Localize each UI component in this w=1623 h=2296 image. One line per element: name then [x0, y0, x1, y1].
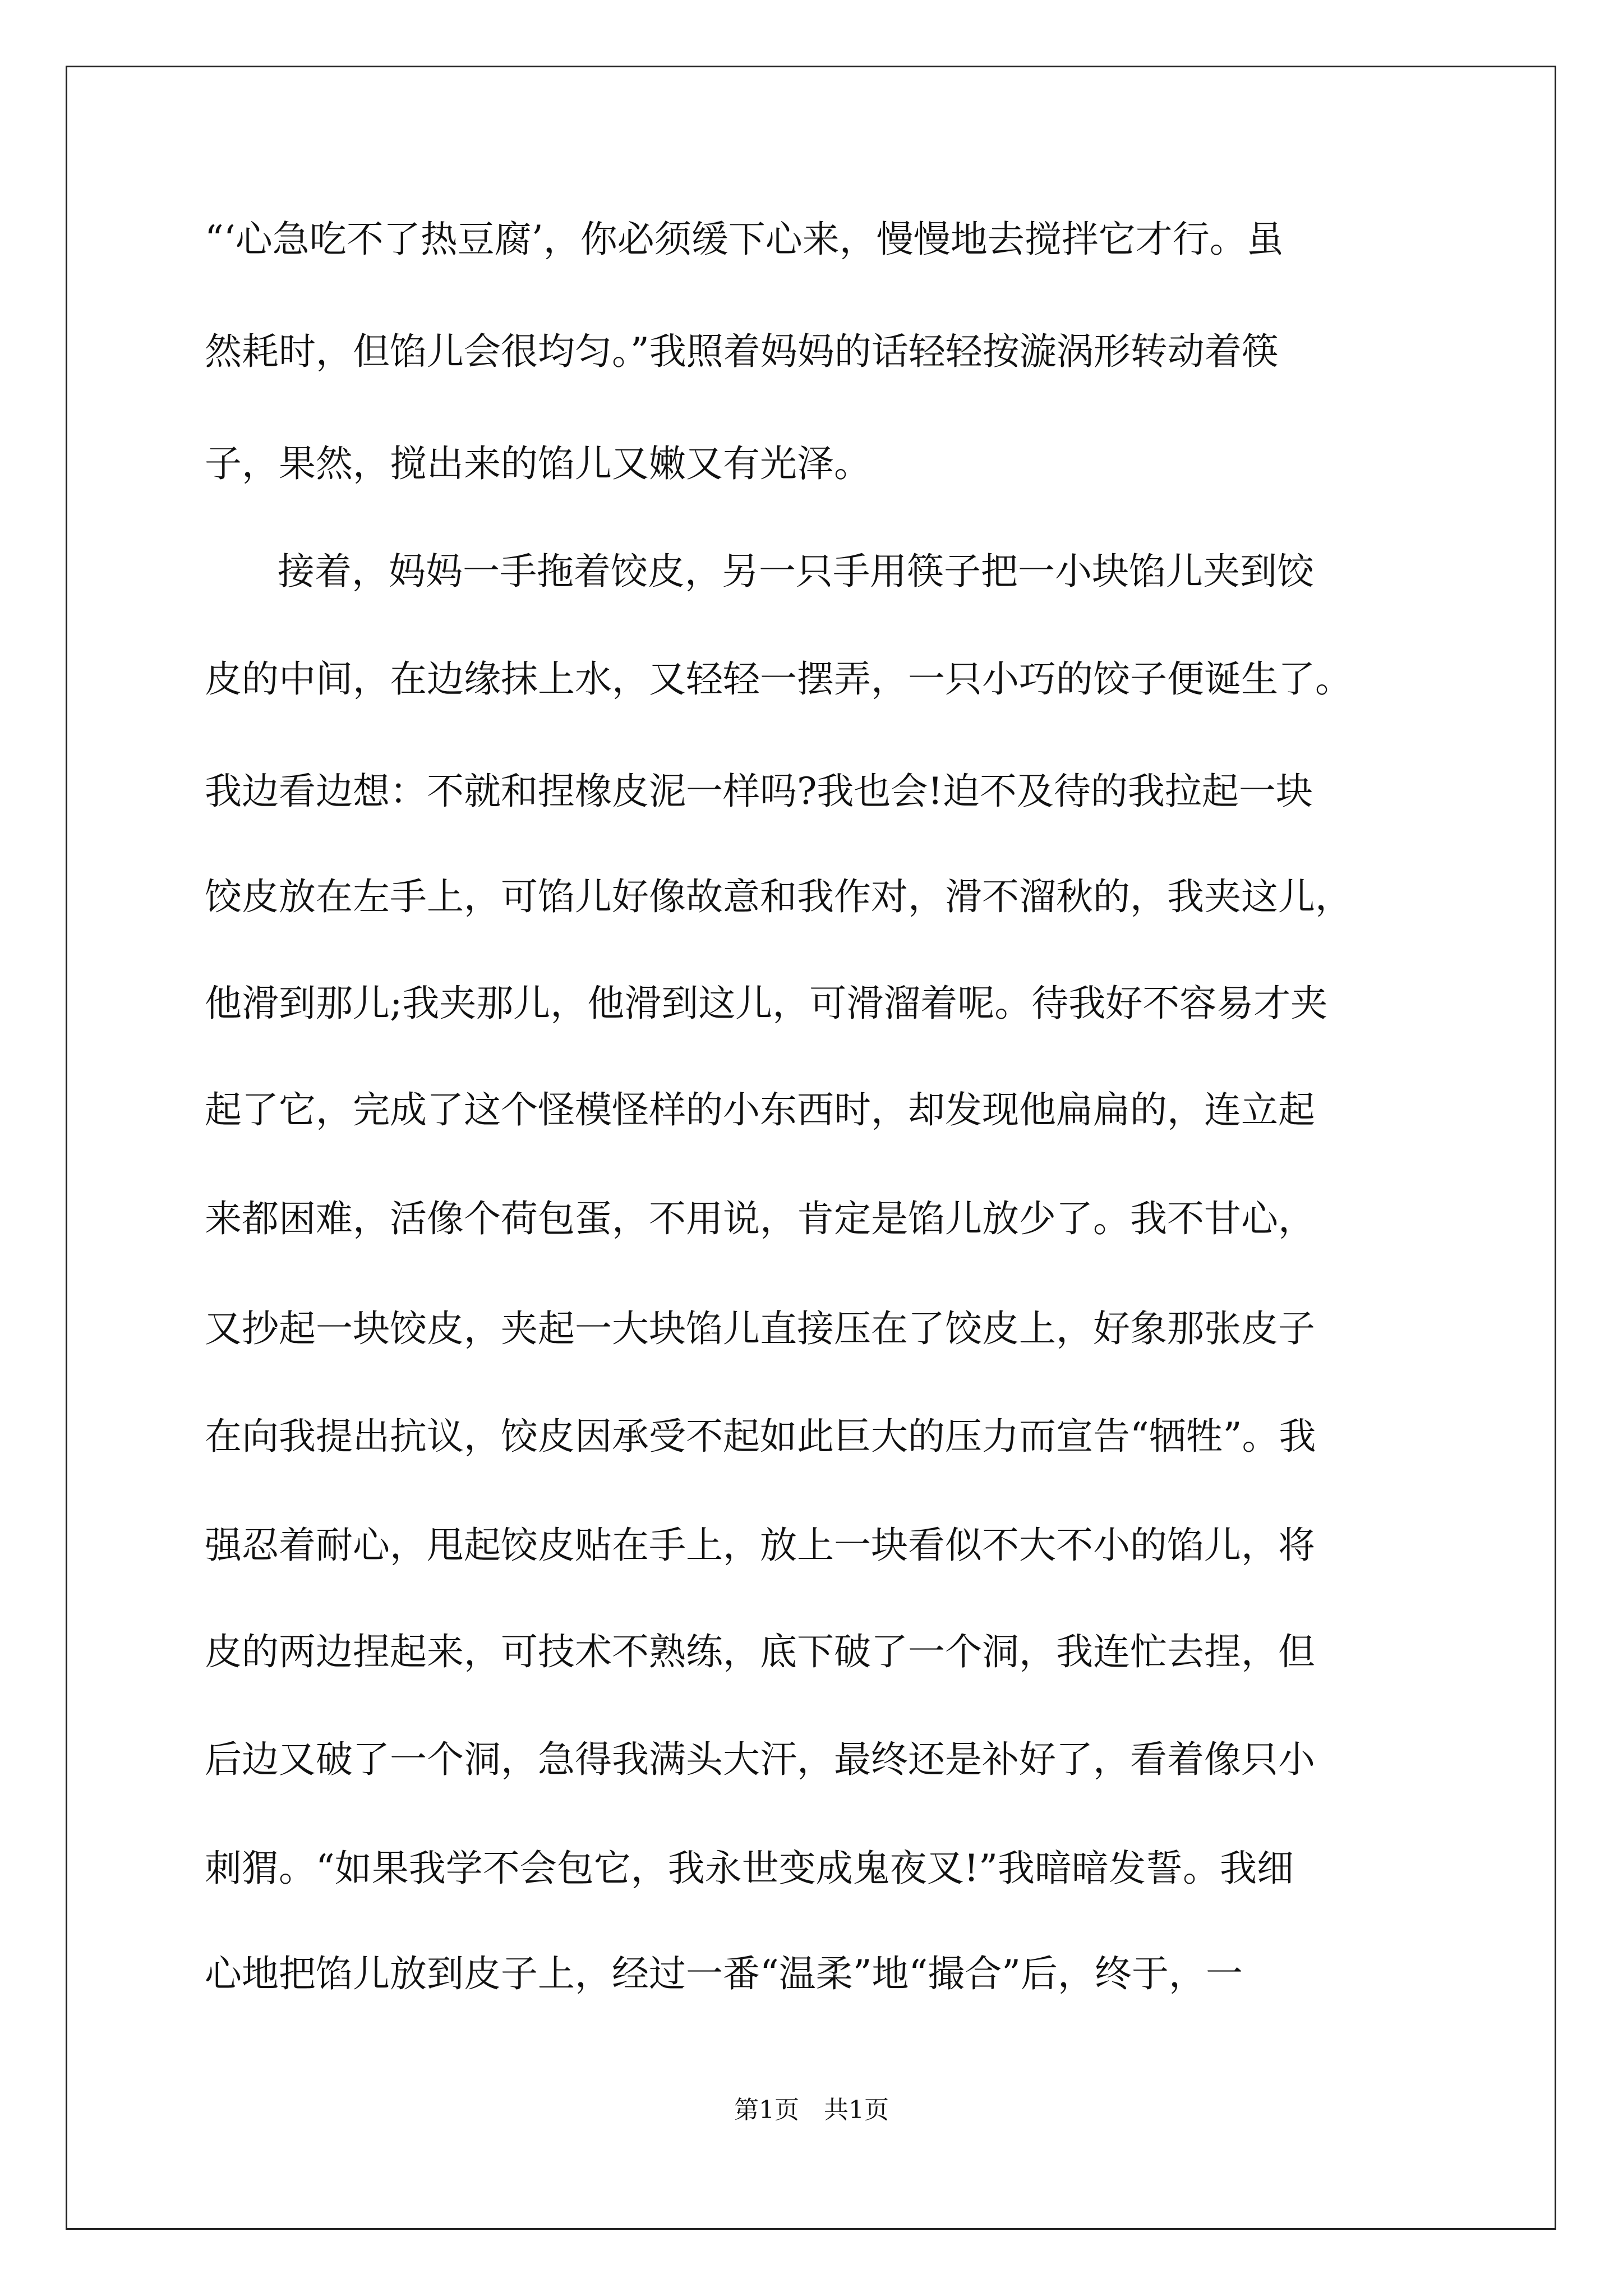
- text-line: 接着，妈妈一手拖着饺皮，另一只手用筷子把一小块馅儿夹到饺: [278, 550, 1314, 593]
- text-line: 强忍着耐心，甩起饺皮贴在手上，放上一块看似不大不小的馅儿，将: [205, 1524, 1315, 1567]
- text-line: 我边看边想：不就和捏橡皮泥一样吗?我也会!迫不及待的我拉起一块: [205, 770, 1313, 813]
- text-line: 他滑到那儿;我夹那儿，他滑到这儿，可滑溜着呢。待我好不容易才夹: [205, 982, 1328, 1025]
- text-line: 皮的中间，在边缘抹上水，又轻轻一摆弄，一只小巧的饺子便诞生了。: [205, 657, 1352, 701]
- text-line: 来都困难，活像个荷包蛋，不用说，肯定是馅儿放少了。我不甘心，: [205, 1197, 1315, 1240]
- text-line: 刺猬。“如果我学不会包它，我永世变成鬼夜叉!”我暗暗发誓。我细: [205, 1847, 1294, 1890]
- text-line: 皮的两边捏起来，可技术不熟练，底下破了一个洞，我连忙去捏，但: [205, 1630, 1315, 1673]
- text-line: 心地把馅儿放到皮子上，经过一番“温柔”地“撮合”后，终于，一: [205, 1952, 1243, 1995]
- text-line: 子，果然，搅出来的馅儿又嫩又有光泽。: [205, 442, 871, 485]
- text-line: 又抄起一块饺皮，夹起一大块馅儿直接压在了饺皮上，好象那张皮子: [205, 1307, 1315, 1350]
- text-line: “‘心急吃不了热豆腐’，你必须缓下心来，慢慢地去搅拌它才行。虽: [205, 218, 1284, 261]
- text-line: 起了它，完成了这个怪模怪样的小东西时，却发现他扁扁的，连立起: [205, 1088, 1315, 1131]
- page-footer: 第1页 共1页: [734, 2096, 889, 2124]
- text-line: 然耗时，但馅儿会很均匀。”我照着妈妈的话轻轻按漩涡形转动着筷: [205, 330, 1279, 373]
- text-line: 饺皮放在左手上，可馅儿好像故意和我作对，滑不溜秋的，我夹这儿，: [205, 875, 1352, 918]
- text-line: 后边又破了一个洞，急得我满头大汗，最终还是补好了，看着像只小: [205, 1738, 1315, 1781]
- page-border: [66, 66, 1556, 2230]
- text-line: 在向我提出抗议，饺皮因承受不起如此巨大的压力而宣告“牺牲”。我: [205, 1415, 1316, 1458]
